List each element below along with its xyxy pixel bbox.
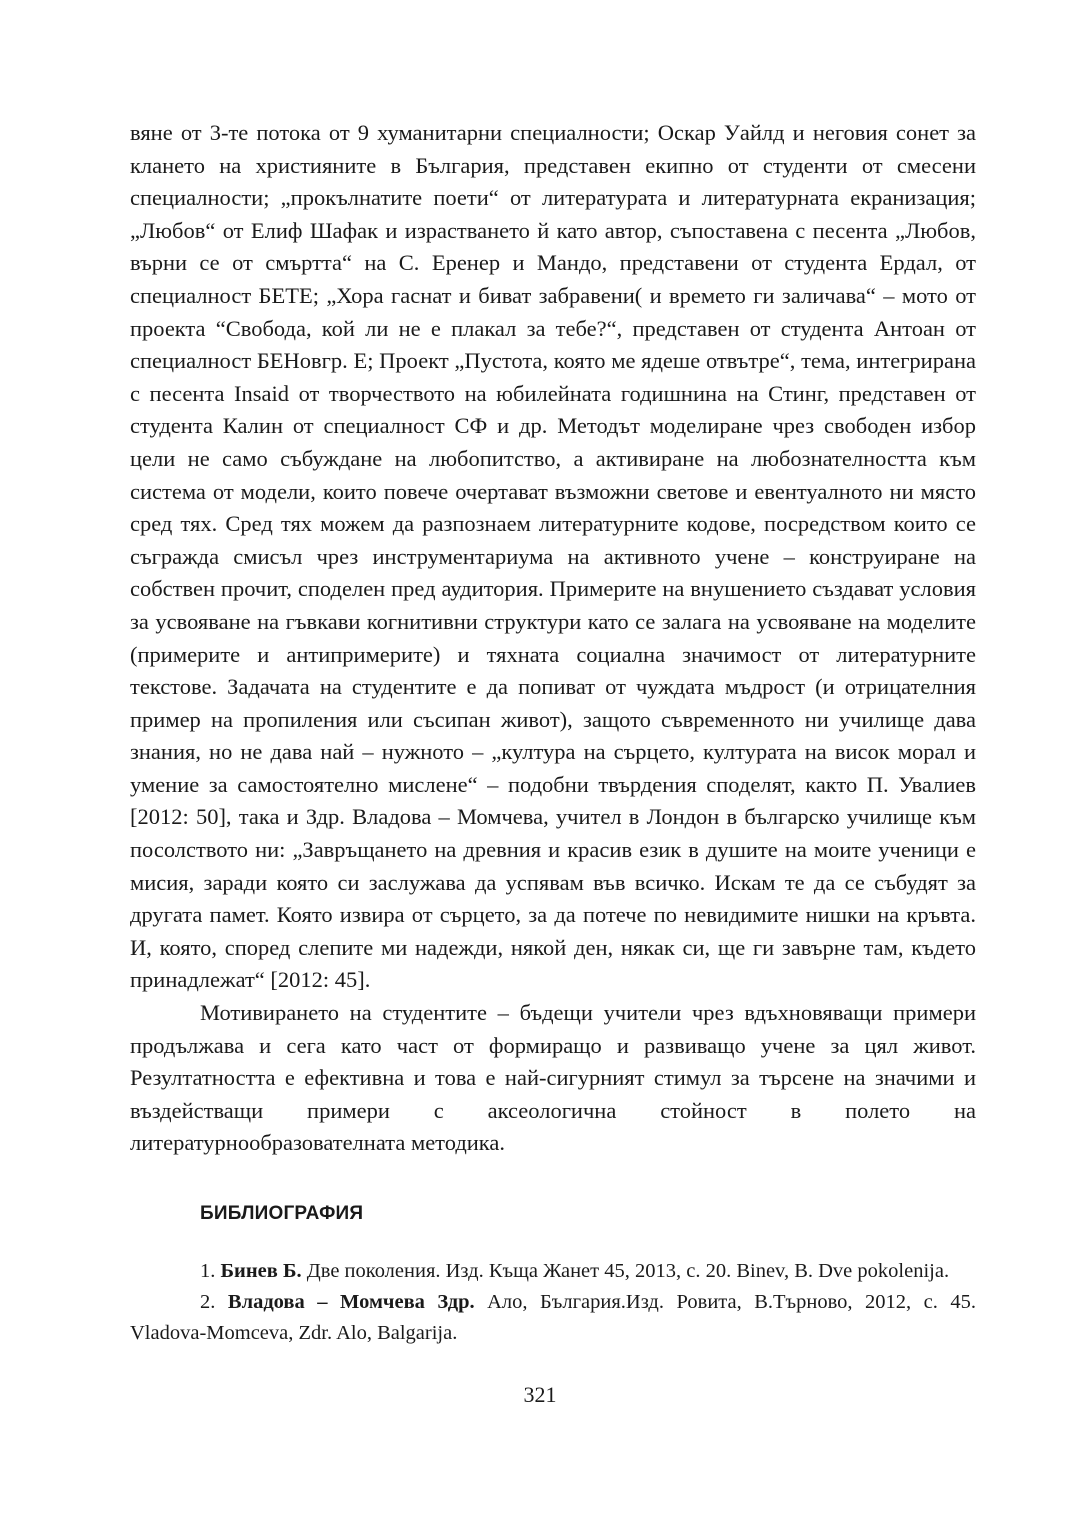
entry-number: 2. (200, 1291, 216, 1313)
bibliography-entry (130, 1287, 976, 1349)
entry-number: 1. (200, 1260, 216, 1282)
entry-author: Бинев Б. (220, 1260, 302, 1282)
page-number: 321 (523, 1382, 557, 1407)
entry-text: Ало, България.Изд. Ровита, В.Търново, 2012, с. 45. Vladova-Momceva, Zdr. Alo, Balgarija. (130, 1291, 977, 1344)
body-text (130, 117, 976, 1160)
bibliography-heading: БИБЛИОГРАФИЯ (200, 1203, 364, 1224)
bibliography-entry (130, 1256, 976, 1287)
body-paragraph-conclusion: Мотивирането на студентите – бъдещи учители чрез вдъхновяващи примери продължава и сега като част от формиращо и развиващо учене за цял живот. Резултатността е ефективна и това е най-сигурният стимул за търсене на значими и въздействащи примери с аксеологична стойност в полето на литературнообразователната методика. (130, 1000, 976, 1156)
entry-text: Две поколения. Изд. Къща Жанет 45, 2013, с. 20. Binev, B. Dve pokolenija. (306, 1260, 950, 1282)
bibliography-list (130, 1256, 976, 1349)
entry-author: Владова – Момчева Здр. (227, 1291, 475, 1313)
body-paragraph-continued: вяне от 3-те потока от 9 хуманитарни специалности; Оскар Уайлд и неговия сонет за клането на християните в България, представен екипно от студенти от смесени специалности; „прокълнатите поети“ от литературата и литературната екранизация; „Любов“ от Елиф Шафак и израстването й като автор, съпоставена с песента „Любов, върни се от смъртта“ на С. Еренер и Мандо, представени от студента Ердал, от специалност БЕТЕ; „Хора гаснат и биват забравени( и времето ги заличава“ – мото от проекта “Свобода, кой ли не е плакал за тебе?“, представен от студента Антоан от специалност БЕНовгр. Е; Проект „Пустота, която ме ядеше отвътре“, тема, интегрирана с песента Insaid от творчеството на юбилейната годишнина на Стинг, представен от студента Калин от специалност СФ и др. Методът моделиране чрез свободен избор цели не само събуждане на любопитство, а активиране на любознателността към система от модели, които повече очертават възможни светове и евентуалното ни място сред тях. Сред тях можем да разпознаем литературните кодове, посредством които се съгражда смисъл чрез инструментариума на активното учене – конструиране на собствен прочит, споделен пред аудитория. Примерите на внушението създават условия за усвояване на гъвкави когнитивни структури като се залага на усвояване на моделите (примерите и антипримерите) и тяхната социална значимост от литературните текстове. Задачата на студентите е да попиват от чуждата мъдрост (и отрицателния пример на пропиления или съсипан живот), защото съвременното ни училище дава знания, но не дава най – нужното – „култура на сърцето, културата на висок морал и умение за самостоятелно мислене“ – подобни твърдения споделят, както П. Увалиев [2012: 50], така и Здр. Владова – Момчева, учител в Лондон в българско училище към посолството ни: „Завръщането на древния и красив език в душите на моите ученици е мисия, заради която си заслужава да успявам във всичко. Искам те да се събудят за другата памет. Която извира от сърцето, за да потече по невидимите нишки на кръвта. И, която, според слепите ми надежди, някой ден, някак си, ще ги завърне там, където принадлежат“ [2012: 45]. (130, 120, 976, 993)
